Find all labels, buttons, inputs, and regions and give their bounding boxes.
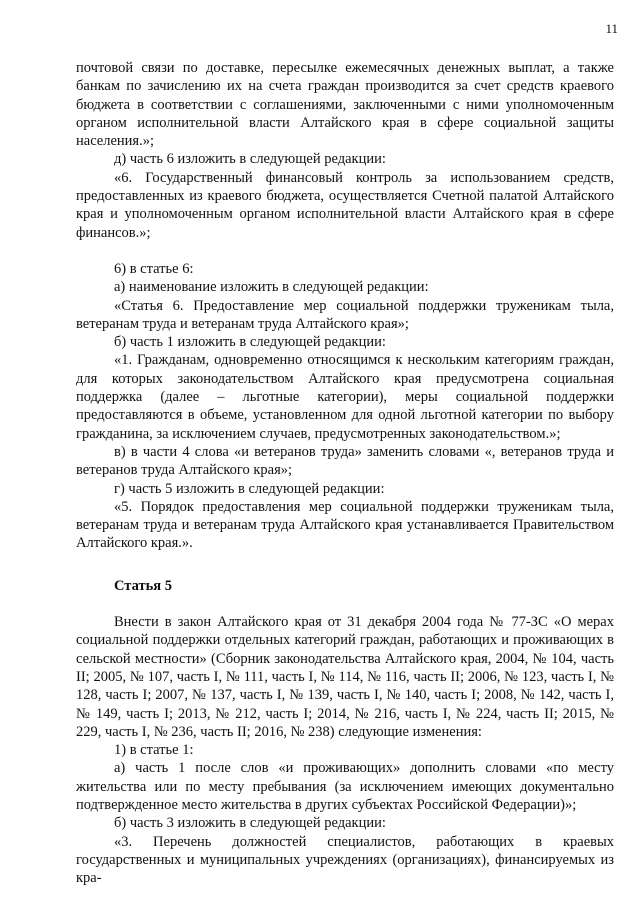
spacer [76,553,614,577]
paragraph: а) часть 1 после слов «и проживающих» дополнить словами «по месту жительства или по месту пребывания (за исключением имеющих документально подтвержденное место жительства в других субъектах Российской Федерации)»; [76,760,614,813]
paragraph: г) часть 5 изложить в следующей редакции: [114,480,385,497]
paragraph: почтовой связи по доставке, пересылке ежемесячных денежных выплат, а также банкам по зачислению их на счета граждан производится за счет средств краевого бюджета в соответствии с соглашениями, заключенными с ними уполномоченным органом исполнительной власти Алтайского края в сфере социальной защиты населения.»; [76,60,614,150]
paragraph: б) часть 1 изложить в следующей редакции: [114,334,386,351]
paragraph: 6) в статье 6: [114,260,194,277]
spacer [76,595,614,613]
paragraph: «3. Перечень должностей специалистов, работающих в краевых государственных и муниципальных учреждениях (организациях), финансируемых из кра- [76,833,614,887]
paragraph: «Статья 6. Предоставление мер социальной поддержки труженикам тыла, ветеранам труда и ветеранам труда Алтайского края»; [76,297,614,332]
paragraph: Внести в закон Алтайского края от 31 декабря 2004 года № 77-ЗС «О мерах социальной поддержки отдельных категорий граждан, работающих и проживающих в сельской местности» (Сборник законодательства Алтайского края, 2004, № 104, часть II; 2005, № 107, часть I, № 111, часть I, № 114, № 116, часть II; 2006, № 123, часть I, № 128, часть I; 2007, № 137, часть I, № 139, часть I, № 140, часть I; 2008, № 142, часть I, № 149, часть I; 2013, № 212, часть I; 2014, № 216, часть I, № 224, часть II; 2015, № 229, часть I, № 236, часть II; 2016, № 238) следующие изменения: [76,614,614,740]
paragraph: 1) в статье 1: [114,742,194,759]
paragraph: д) часть 6 изложить в следующей редакции: [114,151,386,168]
paragraph: б) часть 3 изложить в следующей редакции: [114,815,386,832]
paragraph: «1. Гражданам, одновременно относящимся к нескольким категориям граждан, для которых законодательством Алтайского края предусмотрена социальная поддержка (далее – льготные категории), меры социальной поддержки предоставляются в объеме, установленном для одной льготной категории по выбору гражданина, за исключением случаев, предусмотренных законодательством.»; [76,352,614,442]
section-heading: Статья 5 [114,577,172,594]
paragraph: в) в части 4 слова «и ветеранов труда» заменить словами «, ветеранов труда и ветеранов труда Алтайского края»; [76,443,614,479]
page-number: 11 [605,21,618,36]
paragraph: а) наименование изложить в следующей редакции: [114,279,429,296]
paragraph: «6. Государственный финансовый контроль за использованием средств, предоставленных из краевого бюджета, осуществляется Счетной палатой Алтайского края и уполномоченным органом исполнительной власти Алтайского края в сфере финансов.»; [76,169,614,241]
document-body [76,59,614,887]
spacer [76,242,614,260]
paragraph: «5. Порядок предоставления мер социальной поддержки труженикам тыла, ветеранам труда и ветеранам труда Алтайского края устанавливается Правительством Алтайского края.». [76,498,614,552]
